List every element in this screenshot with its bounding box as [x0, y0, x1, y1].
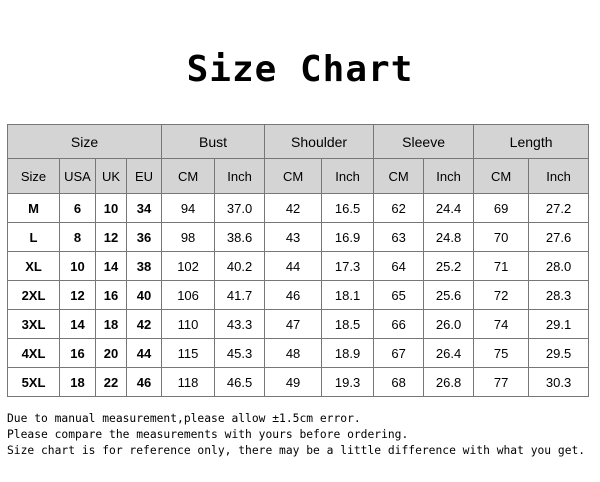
cell-uk: 20: [96, 339, 127, 368]
cell-usa: 10: [60, 252, 96, 281]
cell-eu: 34: [127, 194, 162, 223]
cell-sleeve-inch: 24.8: [424, 223, 474, 252]
cell-sleeve-cm: 67: [374, 339, 424, 368]
cell-bust-inch: 43.3: [215, 310, 265, 339]
cell-usa: 16: [60, 339, 96, 368]
cell-bust-cm: 110: [162, 310, 215, 339]
group-header-sleeve: Sleeve: [374, 125, 474, 159]
subheader-usa: USA: [60, 159, 96, 194]
cell-uk: 14: [96, 252, 127, 281]
subheader-length-cm: CM: [474, 159, 529, 194]
cell-shoulder-cm: 49: [265, 368, 322, 397]
size-table: [7, 124, 589, 397]
cell-length-cm: 72: [474, 281, 529, 310]
subheader-shoulder-cm: CM: [265, 159, 322, 194]
cell-sleeve-cm: 68: [374, 368, 424, 397]
cell-length-inch: 30.3: [529, 368, 589, 397]
note-line: Due to manual measurement,please allow ±1.5cm error.: [7, 412, 361, 425]
cell-length-inch: 29.5: [529, 339, 589, 368]
subheader-bust-inch: Inch: [215, 159, 265, 194]
cell-bust-cm: 98: [162, 223, 215, 252]
cell-uk: 10: [96, 194, 127, 223]
cell-eu: 38: [127, 252, 162, 281]
subheader-sleeve-inch: Inch: [424, 159, 474, 194]
cell-length-cm: 70: [474, 223, 529, 252]
cell-usa: 12: [60, 281, 96, 310]
cell-shoulder-cm: 46: [265, 281, 322, 310]
cell-shoulder-cm: 43: [265, 223, 322, 252]
group-header-size: Size: [8, 125, 162, 159]
cell-length-inch: 27.6: [529, 223, 589, 252]
sub-header-row: [8, 159, 589, 194]
cell-bust-cm: 106: [162, 281, 215, 310]
chart-title: Size Chart: [186, 49, 414, 90]
cell-sleeve-inch: 26.4: [424, 339, 474, 368]
table-row: [8, 194, 589, 223]
cell-length-inch: 28.0: [529, 252, 589, 281]
cell-size: 4XL: [8, 339, 60, 368]
cell-bust-inch: 40.2: [215, 252, 265, 281]
cell-sleeve-inch: 26.0: [424, 310, 474, 339]
cell-length-inch: 27.2: [529, 194, 589, 223]
cell-bust-inch: 41.7: [215, 281, 265, 310]
cell-sleeve-cm: 64: [374, 252, 424, 281]
cell-bust-cm: 115: [162, 339, 215, 368]
table-row: [8, 223, 589, 252]
cell-eu: 44: [127, 339, 162, 368]
subheader-shoulder-inch: Inch: [322, 159, 374, 194]
table-row: [8, 368, 589, 397]
subheader-uk: UK: [96, 159, 127, 194]
cell-uk: 12: [96, 223, 127, 252]
cell-length-cm: 77: [474, 368, 529, 397]
subheader-bust-cm: CM: [162, 159, 215, 194]
cell-length-inch: 28.3: [529, 281, 589, 310]
cell-length-cm: 75: [474, 339, 529, 368]
cell-shoulder-inch: 19.3: [322, 368, 374, 397]
cell-eu: 40: [127, 281, 162, 310]
cell-length-inch: 29.1: [529, 310, 589, 339]
note-line: Please compare the measurements with yours before ordering.: [7, 428, 409, 441]
note-line: Size chart is for reference only, there may be a little difference with what you get.: [7, 444, 586, 457]
cell-size: M: [8, 194, 60, 223]
group-header-shoulder: Shoulder: [265, 125, 374, 159]
cell-size: 5XL: [8, 368, 60, 397]
cell-length-cm: 74: [474, 310, 529, 339]
cell-size: 3XL: [8, 310, 60, 339]
cell-sleeve-cm: 65: [374, 281, 424, 310]
cell-size: XL: [8, 252, 60, 281]
cell-size: L: [8, 223, 60, 252]
cell-sleeve-cm: 63: [374, 223, 424, 252]
notes: [7, 411, 597, 459]
cell-bust-inch: 46.5: [215, 368, 265, 397]
cell-bust-cm: 94: [162, 194, 215, 223]
cell-bust-inch: 37.0: [215, 194, 265, 223]
table-row: [8, 281, 589, 310]
cell-bust-inch: 45.3: [215, 339, 265, 368]
cell-sleeve-inch: 25.2: [424, 252, 474, 281]
subheader-length-inch: Inch: [529, 159, 589, 194]
table-row: [8, 339, 589, 368]
cell-eu: 46: [127, 368, 162, 397]
cell-usa: 14: [60, 310, 96, 339]
cell-sleeve-inch: 25.6: [424, 281, 474, 310]
group-header-bust: Bust: [162, 125, 265, 159]
cell-shoulder-inch: 16.5: [322, 194, 374, 223]
cell-eu: 36: [127, 223, 162, 252]
cell-size: 2XL: [8, 281, 60, 310]
subheader-sleeve-cm: CM: [374, 159, 424, 194]
cell-length-cm: 69: [474, 194, 529, 223]
cell-shoulder-inch: 16.9: [322, 223, 374, 252]
table-row: [8, 310, 589, 339]
table-row: [8, 252, 589, 281]
cell-usa: 8: [60, 223, 96, 252]
cell-shoulder-cm: 47: [265, 310, 322, 339]
cell-uk: 16: [96, 281, 127, 310]
group-header-row: [8, 125, 589, 159]
cell-sleeve-inch: 24.4: [424, 194, 474, 223]
cell-sleeve-cm: 66: [374, 310, 424, 339]
cell-bust-cm: 102: [162, 252, 215, 281]
cell-uk: 22: [96, 368, 127, 397]
cell-shoulder-inch: 17.3: [322, 252, 374, 281]
cell-length-cm: 71: [474, 252, 529, 281]
cell-shoulder-cm: 48: [265, 339, 322, 368]
subheader-size: Size: [8, 159, 60, 194]
subheader-eu: EU: [127, 159, 162, 194]
cell-shoulder-inch: 18.5: [322, 310, 374, 339]
cell-shoulder-cm: 44: [265, 252, 322, 281]
cell-bust-inch: 38.6: [215, 223, 265, 252]
cell-usa: 18: [60, 368, 96, 397]
cell-sleeve-cm: 62: [374, 194, 424, 223]
cell-shoulder-inch: 18.9: [322, 339, 374, 368]
cell-shoulder-inch: 18.1: [322, 281, 374, 310]
cell-usa: 6: [60, 194, 96, 223]
cell-shoulder-cm: 42: [265, 194, 322, 223]
cell-sleeve-inch: 26.8: [424, 368, 474, 397]
cell-bust-cm: 118: [162, 368, 215, 397]
group-header-length: Length: [474, 125, 589, 159]
cell-uk: 18: [96, 310, 127, 339]
cell-eu: 42: [127, 310, 162, 339]
